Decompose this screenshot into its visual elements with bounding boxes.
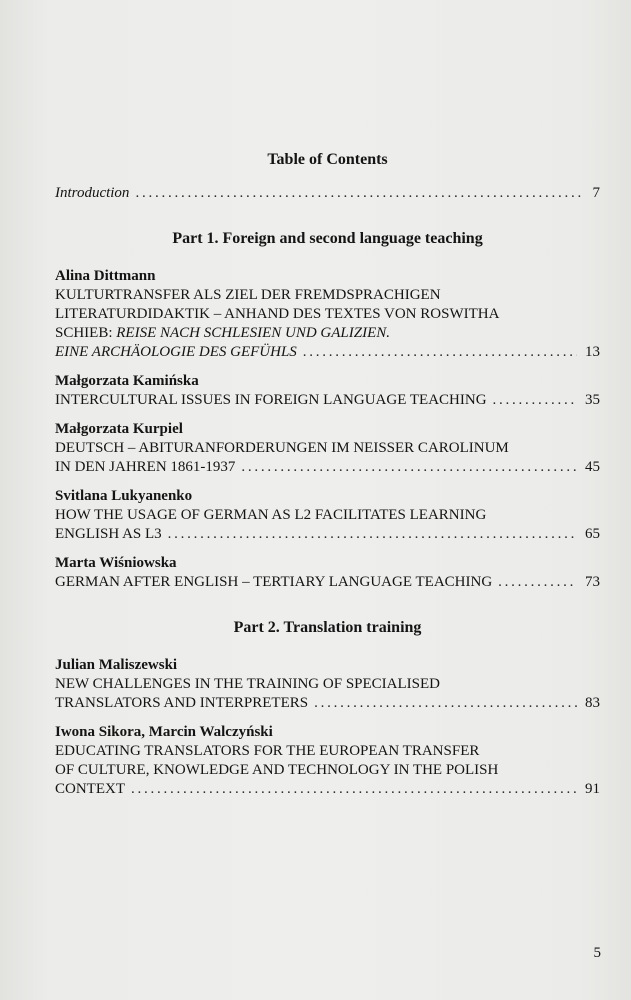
entry-title-line: KULTURTRANSFER ALS ZIEL DER FREMDSPRACHIGEN — [55, 287, 441, 303]
introduction-label: Introduction — [55, 185, 130, 201]
entry-leader-row — [55, 458, 600, 477]
introduction-page: 7 — [592, 185, 600, 201]
toc-entry — [55, 723, 600, 799]
dot-leader — [314, 694, 577, 713]
page-title: Table of Contents — [267, 151, 388, 168]
entry-title-last-line: GERMAN AFTER ENGLISH – TERTIARY LANGUAGE TEACHING — [55, 574, 493, 590]
entry-author: Svitlana Lukyanenko — [55, 488, 193, 504]
dot-leader — [493, 391, 577, 410]
entry-leader-row — [55, 343, 600, 362]
part-1-title: Part 1. Foreign and second language teaching — [172, 230, 483, 247]
entry-title-line: EDUCATING TRANSLATORS FOR THE EUROPEAN TRANSFER — [55, 743, 480, 759]
part-2-title: Part 2. Translation training — [233, 619, 422, 636]
dot-leader — [135, 184, 584, 203]
entry-page-number: 45 — [585, 459, 600, 475]
entry-page-number: 35 — [585, 392, 600, 408]
entry-author: Małgorzata Kurpiel — [55, 421, 183, 437]
entry-page-number: 83 — [585, 695, 600, 711]
entry-page-number: 65 — [585, 526, 600, 542]
entry-title-last-line: INTERCULTURAL ISSUES IN FOREIGN LANGUAGE TEACHING — [55, 392, 487, 408]
entry-author: Marta Wiśniowska — [55, 555, 177, 571]
entry-leader-row — [55, 573, 600, 592]
entry-title-last-line: EINE ARCHÄOLOGIE DES GEFÜHLS — [55, 344, 297, 360]
entry-author: Julian Maliszewski — [55, 657, 178, 673]
dot-leader — [131, 780, 577, 799]
entry-page-number: 91 — [585, 781, 600, 797]
entry-title-last-line: ENGLISH AS L3 — [55, 526, 162, 542]
toc-entry — [55, 267, 600, 362]
dot-leader — [303, 343, 577, 362]
entry-title-line: HOW THE USAGE OF GERMAN AS L2 FACILITATES LEARNING — [55, 507, 487, 523]
entry-page-number: 73 — [585, 574, 600, 590]
entry-author: Małgorzata Kamińska — [55, 373, 199, 389]
entry-leader-row — [55, 694, 600, 713]
entry-leader-row — [55, 391, 600, 410]
entry-title-line: OF CULTURE, KNOWLEDGE AND TECHNOLOGY IN THE POLISH — [55, 762, 499, 778]
dot-leader — [241, 458, 577, 477]
entry-title-last-line: TRANSLATORS AND INTERPRETERS — [55, 695, 309, 711]
toc-entry — [55, 656, 600, 713]
entry-leader-row — [55, 525, 600, 544]
entry-title-line: DEUTSCH – ABITURANFORDERUNGEN IM NEISSER CAROLINUM — [55, 440, 509, 456]
toc-entry — [55, 372, 600, 410]
toc-entry — [55, 420, 600, 477]
entry-title-line: NEW CHALLENGES IN THE TRAINING OF SPECIALISED — [55, 676, 440, 692]
entry-author: Alina Dittmann — [55, 268, 156, 284]
entry-title-last-line: IN DEN JAHREN 1861-1937 — [55, 459, 236, 475]
page-number-footer: 5 — [593, 945, 601, 961]
entry-title-line: LITERATURDIDAKTIK – ANHAND DES TEXTES VON ROSWITHA — [55, 306, 500, 322]
entry-author: Iwona Sikora, Marcin Walczyński — [55, 724, 273, 740]
entry-title-line — [55, 324, 600, 343]
entry-title-italic-segment: REISE NACH SCHLESIEN UND GALIZIEN. — [116, 325, 391, 341]
entry-leader-row — [55, 780, 600, 799]
toc-entry — [55, 487, 600, 544]
entry-title-segment: SCHIEB: — [55, 325, 117, 341]
dot-leader — [498, 573, 577, 592]
toc-content — [55, 150, 600, 809]
entry-page-number: 13 — [585, 344, 600, 360]
toc-entry — [55, 554, 600, 592]
dot-leader — [168, 525, 577, 544]
toc-introduction-row — [55, 184, 600, 203]
entry-title-last-line: CONTEXT — [55, 781, 125, 797]
